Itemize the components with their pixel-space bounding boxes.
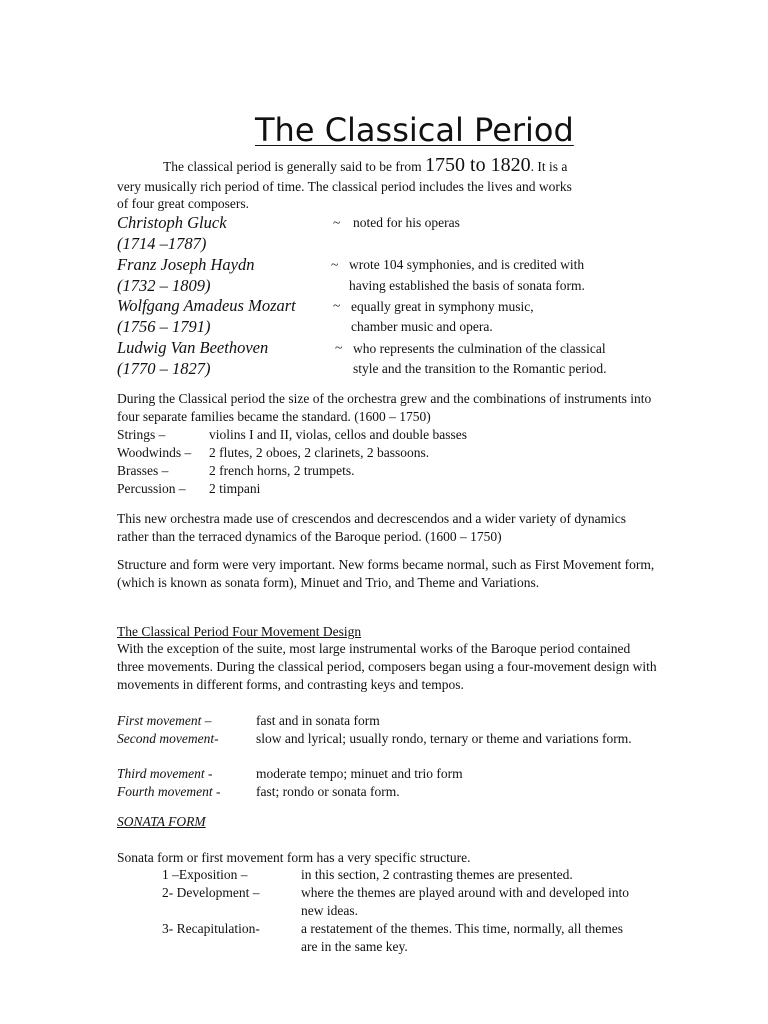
movement-name: Fourth movement - <box>117 784 221 799</box>
composer-desc: wrote 104 symphonies, and is credited with <box>349 257 585 272</box>
page-title: The Classical Period <box>255 111 574 149</box>
composer-desc-2: having established the basis of sonata form. <box>349 278 585 293</box>
family-instruments: 2 french horns, 2 trumpets. <box>209 463 355 478</box>
sonata-heading: SONATA FORM <box>117 814 206 829</box>
sonata-section-desc: in this section, 2 contrasting themes are presented. <box>301 867 573 882</box>
sonata-section-name: 1 –Exposition – <box>162 867 248 882</box>
composer-name: Ludwig Van Beethoven <box>117 338 269 357</box>
instrument-family-row <box>117 462 354 480</box>
movement-name: Second movement- <box>117 731 219 746</box>
instrument-family-row <box>117 426 467 444</box>
dynamics-paragraph: This new orchestra made use of crescendos and decrescendos and a wider variety of dynamics rather than the terraced dynamics of the Baroque period. (1600 – 1750) <box>117 511 627 544</box>
family-instruments: 2 timpani <box>209 481 261 496</box>
composer-desc-2: chamber music and opera. <box>351 319 493 334</box>
composer-tilde: ~ <box>333 215 341 230</box>
sonata-section-desc: where the themes are played around with and developed into new ideas. <box>301 885 630 918</box>
composer-tilde: ~ <box>331 257 339 272</box>
composer-years: (1714 –1787) <box>117 234 207 253</box>
instrument-family-row <box>117 444 429 462</box>
composer-desc: who represents the culmination of the classical <box>353 341 606 356</box>
composer-desc: noted for his operas <box>353 215 460 230</box>
movement-desc: fast; rondo or sonata form. <box>256 784 400 799</box>
family-instruments: violins I and II, violas, cellos and double basses <box>209 427 467 442</box>
intro-dates: 1750 to 1820 <box>425 154 531 176</box>
intro-post: . It is a <box>530 159 568 174</box>
composer-name: Franz Joseph Haydn <box>117 255 255 274</box>
composer-name: Wolfgang Amadeus Mozart <box>117 296 296 315</box>
intro-pre: The classical period is generally said to be from <box>163 159 426 174</box>
family-name: Brasses – <box>117 463 169 478</box>
composer-desc: equally great in symphony music, <box>351 299 534 314</box>
composer-years: (1732 – 1809) <box>117 276 211 295</box>
intro-line-3: of four great composers. <box>117 196 249 211</box>
family-instruments: 2 flutes, 2 oboes, 2 clarinets, 2 bassoons. <box>209 445 430 460</box>
movement-name: First movement – <box>117 713 212 728</box>
family-name: Percussion – <box>117 481 186 496</box>
sonata-section-desc: a restatement of the themes. This time, normally, all themes are in the same key. <box>301 921 624 954</box>
family-name: Strings – <box>117 427 166 442</box>
orchestra-paragraph: During the Classical period the size of the orchestra grew and the combinations of instruments into four separate families became the standard. (1600 – 1750) <box>117 391 652 424</box>
composer-tilde: ~ <box>335 340 343 355</box>
intro-line-2: very musically rich period of time. The classical period includes the lives and works <box>117 179 572 194</box>
sonata-paragraph: Sonata form or first movement form has a very specific structure. <box>117 850 471 865</box>
composer-name: Christoph Gluck <box>117 213 227 232</box>
intro-line-1 <box>163 156 567 176</box>
movement-design-paragraph: With the exception of the suite, most large instrumental works of the Baroque period contained three movements. During the classical period, composers began using a four-movement design with movements in different forms, and contrasting keys and tempos. <box>117 641 657 692</box>
instrument-family-row <box>117 480 260 498</box>
movement-name: Third movement - <box>117 766 213 781</box>
movement-desc: slow and lyrical; usually rondo, ternary or theme and variations form. <box>256 731 632 746</box>
sonata-section-name: 2- Development – <box>162 885 260 900</box>
composer-tilde: ~ <box>333 298 341 313</box>
structure-paragraph: Structure and form were very important. New forms became normal, such as First Movement form, (which is known as sonata form), Minuet and Trio, and Theme and Variations. <box>117 557 655 590</box>
composer-desc-2: style and the transition to the Romantic period. <box>353 361 607 376</box>
composer-years: (1756 – 1791) <box>117 317 211 336</box>
composer-years: (1770 – 1827) <box>117 359 211 378</box>
movement-desc: fast and in sonata form <box>256 713 380 728</box>
movement-desc: moderate tempo; minuet and trio form <box>256 766 463 781</box>
sonata-section-name: 3- Recapitulation- <box>162 921 260 936</box>
movement-design-heading: The Classical Period Four Movement Design <box>117 624 362 639</box>
family-name: Woodwinds – <box>117 445 192 460</box>
